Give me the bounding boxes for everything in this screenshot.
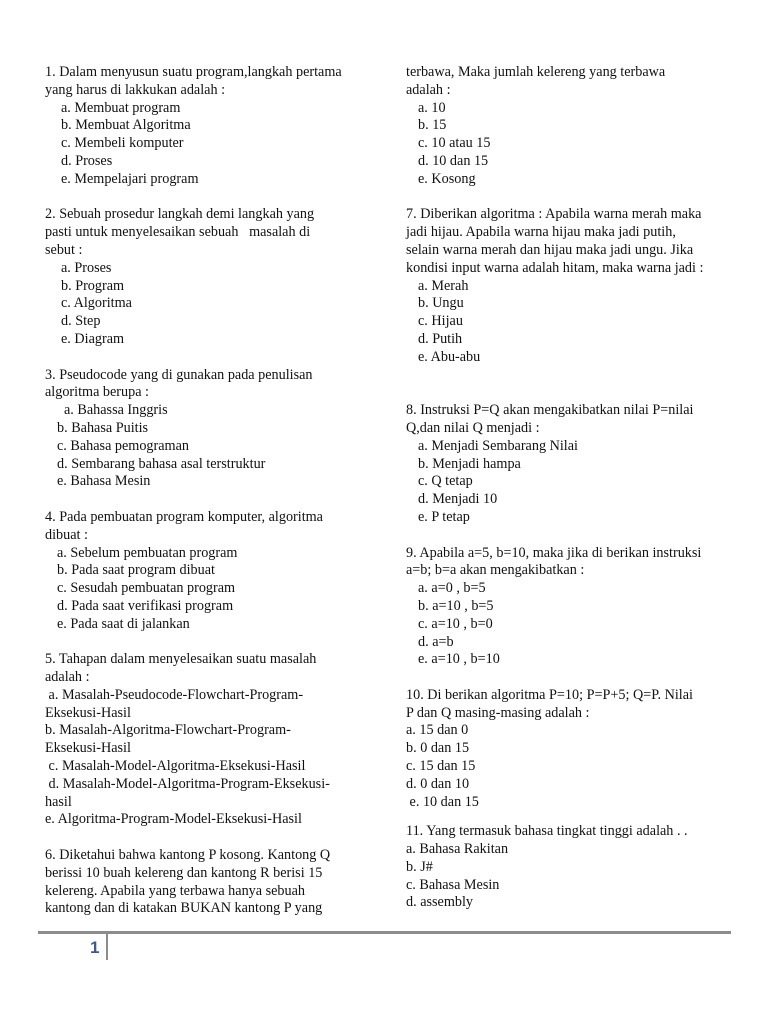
question-6-continued — [406, 64, 736, 189]
question-5-option-a-line-1: a. Masalah-Pseudocode-Flowchart-Program- — [45, 686, 304, 703]
question-2-option-d: d. Step — [61, 313, 101, 330]
question-9-option-e: e. a=10 , b=10 — [418, 651, 500, 668]
question-8-option-a: a. Menjadi Sembarang Nilai — [418, 437, 578, 454]
question-2-option-b: b. Program — [61, 277, 125, 294]
question-7-option-d: d. Putih — [418, 330, 463, 347]
question-4 — [45, 509, 375, 634]
question-3-option-e: e. Bahasa Mesin — [57, 473, 151, 490]
question-6-option-e: e. Kosong — [418, 170, 476, 187]
question-11-option-b: b. J# — [406, 858, 433, 875]
question-2-option-c: c. Algoritma — [61, 295, 132, 312]
question-9-option-c: c. a=10 , b=0 — [418, 615, 493, 632]
question-5 — [45, 651, 375, 829]
question-2-stem-line-1: 2. Sebuah prosedur langkah demi langkah yang — [45, 206, 315, 223]
question-1-stem-line-1: 1. Dalam menyusun suatu program,langkah pertama — [45, 64, 342, 80]
question-9-option-a: a. a=0 , b=5 — [418, 580, 486, 597]
question-7-stem-line-3: selain warna merah dan hijau maka jadi ungu. Jika — [406, 241, 694, 258]
question-11-option-d: d. assembly — [406, 894, 473, 911]
question-7-option-b: b. Ungu — [418, 295, 464, 312]
question-10-option-e: e. 10 dan 15 — [406, 793, 479, 810]
question-3-stem-line-1: 3. Pseudocode yang di gunakan pada penulisan — [45, 366, 313, 383]
question-5-option-b-line-1: b. Masalah-Algoritma-Flowchart-Program- — [45, 722, 291, 739]
question-6-cont-line-2: adalah : — [406, 81, 451, 98]
question-1-stem-line-2: yang harus di lakkukan adalah : — [45, 81, 226, 98]
question-2 — [45, 206, 375, 348]
question-6-option-d: d. 10 dan 15 — [418, 152, 489, 169]
question-3-stem-line-2: algoritma berupa : — [45, 384, 150, 401]
question-7-option-e: e. Abu-abu — [418, 348, 481, 365]
question-5-stem-line-2: adalah : — [45, 669, 90, 686]
question-5-stem-line-1: 5. Tahapan dalam menyelesaikan suatu masalah — [45, 651, 317, 668]
question-8-option-b: b. Menjadi hampa — [418, 455, 521, 472]
question-7 — [406, 206, 736, 366]
question-1-option-e: e. Mempelajari program — [61, 170, 199, 187]
question-9 — [406, 545, 736, 670]
question-10-stem-line-1: 10. Di berikan algoritma P=10; P=P+5; Q=P. Nilai — [406, 686, 693, 703]
question-7-option-c: c. Hijau — [418, 313, 463, 330]
question-1-option-b: b. Membuat Algoritma — [61, 117, 191, 134]
question-7-stem-line-1: 7. Diberikan algoritma : Apabila warna merah maka — [406, 206, 702, 223]
question-1-option-c: c. Membeli komputer — [61, 135, 184, 152]
question-11 — [406, 823, 736, 912]
question-7-stem-line-2: jadi hijau. Apabila warna hijau maka jadi putih, — [406, 224, 676, 241]
question-3-option-a: a. Bahassa Inggris — [64, 402, 168, 419]
question-6-stem-line-1: 6. Diketahui bahwa kantong P kosong. Kantong Q — [45, 847, 331, 864]
right-column — [406, 64, 736, 930]
question-9-stem-line-1: 9. Apabila a=5, b=10, maka jika di berikan instruksi — [406, 544, 702, 561]
question-3-option-d: d. Sembarang bahasa asal terstruktur — [57, 455, 266, 472]
question-8-stem-line-1: 8. Instruksi P=Q akan mengakibatkan nilai P=nilai — [406, 402, 694, 419]
question-10-stem-line-2: P dan Q masing-masing adalah : — [406, 704, 590, 721]
question-3-option-c: c. Bahasa pemograman — [57, 437, 189, 454]
question-11-stem-line-1: 11. Yang termasuk bahasa tingkat tinggi adalah . . — [406, 823, 688, 840]
question-10-option-a: a. 15 dan 0 — [406, 722, 469, 739]
question-1-option-a: a. Membuat program — [61, 99, 181, 116]
question-4-stem-line-1: 4. Pada pembuatan program komputer, algoritma — [45, 508, 323, 525]
question-5-option-b-line-2: Eksekusi-Hasil — [45, 740, 131, 757]
question-2-stem-line-3: sebut : — [45, 241, 83, 258]
question-5-option-c: c. Masalah-Model-Algoritma-Eksekusi-Hasil — [45, 758, 306, 775]
question-6-stem-line-3: kelereng. Apabila yang terbawa hanya sebuah — [45, 882, 305, 899]
footer-divider — [38, 931, 731, 934]
question-4-option-e: e. Pada saat di jalankan — [57, 615, 190, 632]
question-5-option-d-line-1: d. Masalah-Model-Algoritma-Program-Eksekusi- — [45, 775, 330, 792]
question-5-option-d-line-2: hasil — [45, 793, 72, 810]
question-2-option-e: e. Diagram — [61, 330, 125, 347]
page-number-divider — [106, 934, 108, 960]
question-1 — [45, 64, 375, 189]
question-4-option-c: c. Sesudah pembuatan program — [57, 580, 236, 597]
question-8-option-d: d. Menjadi 10 — [418, 491, 498, 508]
question-5-option-a-line-2: Eksekusi-Hasil — [45, 704, 131, 721]
question-1-option-d: d. Proses — [61, 152, 113, 169]
spacer — [406, 384, 736, 402]
question-2-option-a: a. Proses — [61, 259, 112, 276]
question-6-cont-line-1: terbawa, Maka jumlah kelereng yang terbawa — [406, 64, 666, 80]
question-3-option-b: b. Bahasa Puitis — [57, 419, 149, 436]
question-11-option-a: a. Bahasa Rakitan — [406, 841, 509, 858]
question-9-option-d: d. a=b — [418, 633, 454, 650]
question-4-option-d: d. Pada saat verifikasi program — [57, 597, 234, 614]
question-9-option-b: b. a=10 , b=5 — [418, 597, 494, 614]
question-7-stem-line-4: kondisi input warna adalah hitam, maka warna jadi : — [406, 259, 704, 276]
question-8 — [406, 402, 736, 527]
question-8-option-c: c. Q tetap — [418, 473, 473, 490]
question-6-option-b: b. 15 — [418, 117, 447, 134]
question-10-option-b: b. 0 dan 15 — [406, 740, 470, 757]
question-4-stem-line-2: dibuat : — [45, 526, 88, 543]
question-6-option-a: a. 10 — [418, 99, 446, 116]
question-6-stem-line-4: kantong dan di katakan BUKAN kantong P yang — [45, 900, 323, 917]
page-number: 1 — [90, 938, 100, 957]
question-10-option-d: d. 0 dan 10 — [406, 775, 470, 792]
question-2-stem-line-2: pasti untuk menyelesaikan sebuah masalah di — [45, 224, 311, 241]
question-6-stem-line-2: berissi 10 buah kelereng dan kantong R berisi 15 — [45, 864, 323, 881]
question-7-option-a: a. Merah — [418, 277, 469, 294]
left-column — [45, 64, 375, 936]
question-8-option-e: e. P tetap — [418, 508, 470, 525]
question-5-option-e: e. Algoritma-Program-Model-Eksekusi-Hasil — [45, 811, 302, 828]
question-6 — [45, 847, 375, 918]
question-8-stem-line-2: Q,dan nilai Q menjadi : — [406, 419, 540, 436]
question-11-option-c: c. Bahasa Mesin — [406, 876, 500, 893]
question-3 — [45, 367, 375, 492]
question-10 — [406, 687, 736, 812]
question-4-option-b: b. Pada saat program dibuat — [57, 562, 215, 579]
question-9-stem-line-2: a=b; b=a akan mengakibatkan : — [406, 562, 585, 579]
question-6-option-c: c. 10 atau 15 — [418, 135, 491, 152]
question-10-option-c: c. 15 dan 15 — [406, 758, 476, 775]
question-4-option-a: a. Sebelum pembuatan program — [57, 544, 238, 561]
